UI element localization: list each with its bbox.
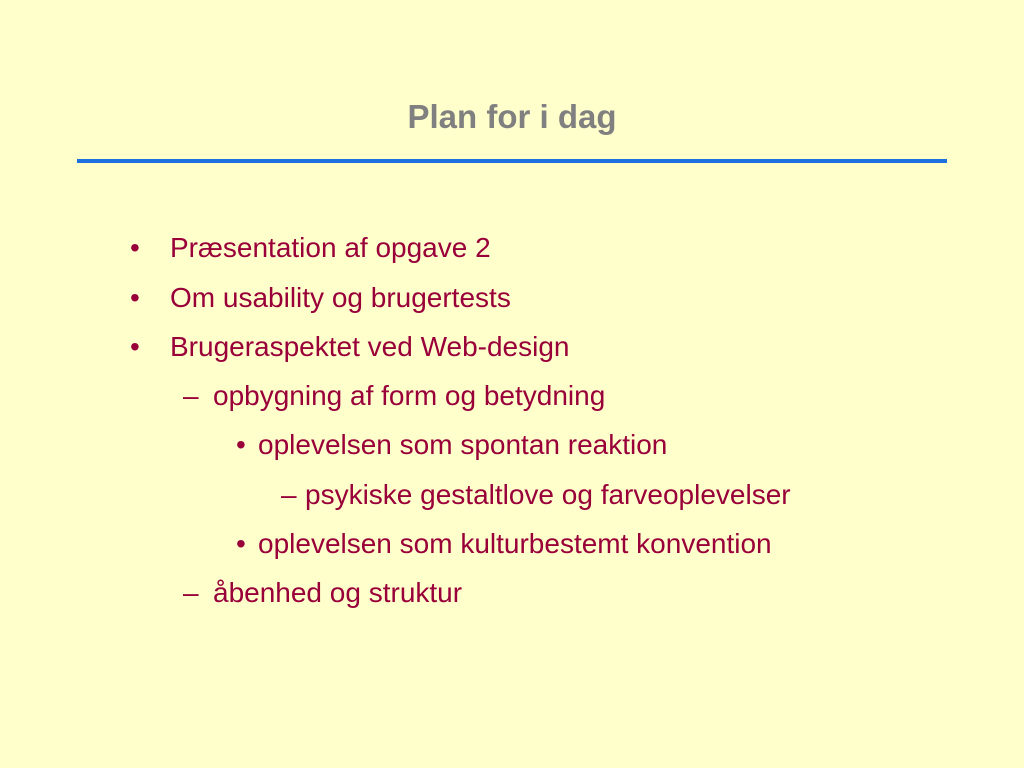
bullet-text: psykiske gestaltlove og farveoplevelser bbox=[305, 479, 791, 510]
title-divider bbox=[77, 159, 947, 163]
bullet-text: oplevelsen som spontan reaktion bbox=[258, 429, 668, 460]
bullet-marker: • bbox=[236, 429, 246, 460]
bullet-marker: • bbox=[130, 232, 140, 263]
bullet-text: opbygning af form og betydning bbox=[213, 380, 606, 411]
bullet-text: Om usability og brugertests bbox=[170, 282, 511, 313]
dash-marker: – bbox=[281, 479, 297, 510]
bullet-marker: • bbox=[130, 282, 140, 313]
bullet-text: åbenhed og struktur bbox=[213, 577, 463, 608]
dash-marker: – bbox=[183, 380, 199, 411]
bullet-marker: • bbox=[236, 528, 246, 559]
dash-marker: – bbox=[183, 577, 199, 608]
bullet-text: oplevelsen som kulturbestemt konvention bbox=[258, 528, 772, 559]
bullet-marker: • bbox=[130, 331, 140, 362]
bullet-text: Præsentation af opgave 2 bbox=[170, 232, 491, 263]
bullet-text: Brugeraspektet ved Web-design bbox=[170, 331, 570, 362]
slide-title: Plan for i dag bbox=[407, 98, 617, 135]
